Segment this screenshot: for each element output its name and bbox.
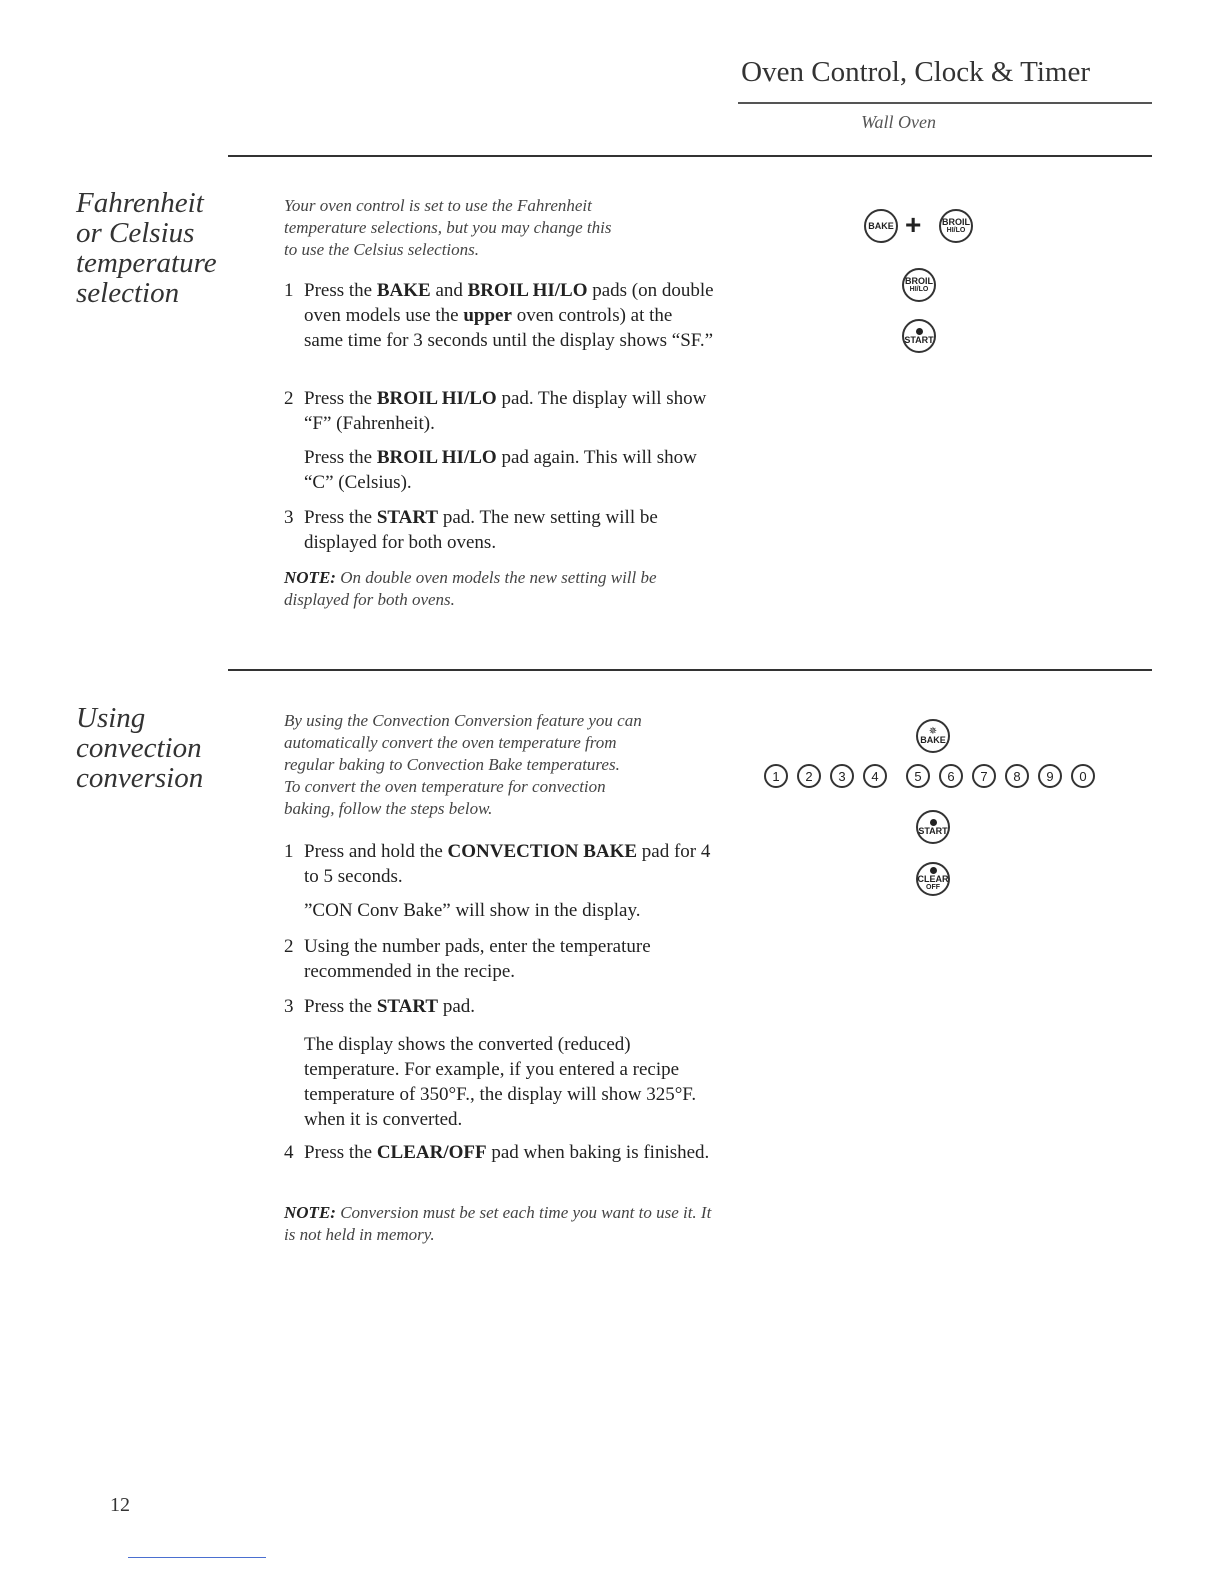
step-text: Using the number pads, enter the temperature recommended in the recipe.	[304, 936, 651, 982]
start-pad-icon: START	[902, 319, 936, 353]
number-pad-7-icon: 7	[972, 764, 996, 788]
start-pad-icon: START	[916, 810, 950, 844]
page-subtitle: Wall Oven	[861, 112, 936, 132]
section-title-temperature	[76, 188, 217, 308]
section-divider	[228, 669, 1152, 671]
bake-pad-icon: BAKE	[864, 209, 898, 243]
step-4	[284, 1140, 714, 1165]
step-text: Press the START pad. The new setting will be displayed for both ovens.	[304, 507, 658, 553]
step-3	[284, 994, 714, 1019]
broil-hilo-pad-icon: BROIL HI/LO	[902, 268, 936, 302]
section-intro	[284, 710, 724, 820]
section-title-line: conversion	[76, 762, 204, 794]
step-1	[284, 839, 714, 889]
section-title-line: Using	[76, 702, 146, 734]
section-intro	[284, 195, 724, 261]
note: NOTE: On double oven models the new setting will be displayed for both ovens.	[284, 568, 657, 609]
step-number: 3	[284, 507, 294, 528]
page-number: 12	[110, 1494, 130, 1516]
step-number: 3	[284, 996, 294, 1017]
number-pad-0-icon: 0	[1071, 764, 1095, 788]
section-title-line: temperature	[76, 247, 217, 279]
section-title-line: selection	[76, 277, 180, 309]
number-pad-6-icon: 6	[939, 764, 963, 788]
footer-rule	[128, 1557, 266, 1558]
number-pad-8-icon: 8	[1005, 764, 1029, 788]
intro-line: to use the Celsius selections.	[284, 240, 480, 259]
step-2	[284, 386, 714, 436]
step-2	[284, 934, 714, 984]
number-pad-1-icon: 1	[764, 764, 788, 788]
number-pad-2-icon: 2	[797, 764, 821, 788]
intro-line: temperature selections, but you may change this	[284, 218, 612, 237]
intro-line: automatically convert the oven temperature from	[284, 733, 617, 752]
step-text: Press the CLEAR/OFF pad when baking is finished.	[304, 1142, 710, 1163]
plus-icon: +	[905, 209, 922, 240]
number-pad-4-icon: 4	[863, 764, 887, 788]
number-pad-9-icon: 9	[1038, 764, 1062, 788]
intro-line: By using the Convection Conversion feature you can	[284, 711, 642, 730]
page-title: Oven Control, Clock & Timer	[741, 56, 1090, 88]
step-text: Press the BROIL HI/LO pad. The display will show “F” (Fahrenheit).	[304, 388, 707, 434]
section-title-line: or Celsius	[76, 217, 195, 249]
intro-line: Your oven control is set to use the Fahrenheit	[284, 196, 592, 215]
section-title-line: Fahrenheit	[76, 187, 204, 219]
note: NOTE: Conversion must be set each time you want to use it. It is not held in memory.	[284, 1203, 712, 1244]
step-text: Press and hold the CONVECTION BAKE pad for 4 to 5 seconds.	[304, 841, 711, 887]
intro-line: regular baking to Convection Bake temperatures.	[284, 755, 620, 774]
step-3	[284, 505, 714, 555]
section-title-line: convection	[76, 732, 202, 764]
step-2-continued: Press the BROIL HI/LO pad again. This will show “C” (Celsius).	[304, 447, 697, 493]
step-number: 1	[284, 280, 294, 301]
step-number: 2	[284, 388, 294, 409]
clear-off-pad-icon: CLEAR OFF	[916, 862, 950, 896]
title-rule	[738, 102, 1152, 104]
intro-line: To convert the oven temperature for convection	[284, 777, 606, 796]
step-number: 4	[284, 1142, 294, 1163]
step-number: 2	[284, 936, 294, 957]
step-1	[284, 278, 714, 353]
step-3-continued: The display shows the converted (reduced) temperature. For example, if you entered a recipe temperature of 350°F., the display will show 325°F. when it is converted.	[304, 1034, 697, 1130]
intro-line: baking, follow the steps below.	[284, 799, 493, 818]
convection-bake-pad-icon: ✵ BAKE	[916, 719, 950, 753]
number-pad-5-icon: 5	[906, 764, 930, 788]
step-text: Press the START pad.	[304, 996, 476, 1017]
step-text: Press the BAKE and BROIL HI/LO pads (on double oven models use the upper oven controls) at the same time for 3 seconds until the display shows “SF.”	[304, 280, 714, 351]
section-title-convection	[76, 703, 203, 793]
fan-icon: ✵	[928, 726, 938, 737]
step-1-continued: ”CON Conv Bake” will show in the display.	[304, 900, 641, 921]
step-number: 1	[284, 841, 294, 862]
broil-hilo-pad-icon: BROIL HI/LO	[939, 209, 973, 243]
section-divider	[228, 155, 1152, 157]
number-pad-3-icon: 3	[830, 764, 854, 788]
